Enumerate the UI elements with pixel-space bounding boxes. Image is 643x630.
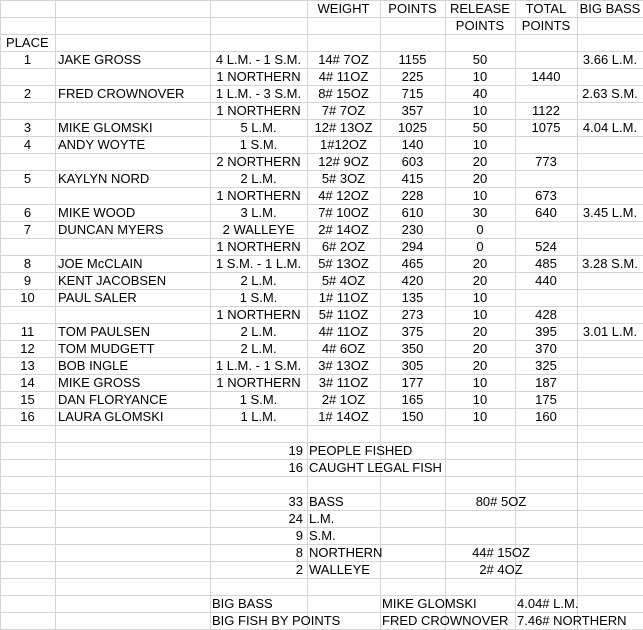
- big-bass-cell: 3.45 L.M.: [582, 205, 638, 220]
- summary-label: WALLEYE: [309, 562, 370, 577]
- big-bass-cell: [579, 170, 641, 187]
- header-place: [2, 0, 53, 17]
- release-points-cell: 20: [472, 273, 488, 288]
- points-cell: 228: [401, 188, 424, 203]
- place-cell: 4: [23, 137, 32, 152]
- catch-cell: 2 L.M.: [240, 273, 277, 288]
- angler-cell: TOM MUDGETT: [58, 341, 155, 356]
- big-bass-cell: [579, 391, 641, 408]
- header-points: POINTS: [388, 1, 437, 16]
- summary-weight: [437, 476, 565, 493]
- weight-cell: 1# 11OZ: [318, 290, 369, 305]
- place-cell: 12: [20, 341, 35, 356]
- total-points-cell: 485: [535, 256, 557, 271]
- header-angler-line2: [57, 17, 208, 34]
- catch-cell: 1 S.M. - 1 L.M.: [215, 256, 302, 271]
- place-cell: 2: [23, 86, 32, 101]
- catch-cell: 1 NORTHERN: [216, 239, 301, 254]
- weight-cell: 1#12OZ: [320, 137, 367, 152]
- big-bass-cell: [579, 136, 641, 153]
- angler-cell: [58, 306, 209, 323]
- release-points-cell: 10: [472, 137, 488, 152]
- place-cell: 6: [23, 205, 32, 220]
- catch-cell: 1 NORTHERN: [216, 307, 301, 322]
- release-points-cell: 20: [472, 154, 488, 169]
- summary-label: S.M.: [309, 528, 336, 543]
- release-points-cell: 20: [472, 171, 488, 186]
- summary-label: PEOPLE FISHED: [309, 443, 413, 458]
- weight-cell: 5# 4OZ: [321, 273, 366, 288]
- release-points-cell: 10: [472, 290, 488, 305]
- place-cell: 1: [23, 52, 32, 67]
- header-angler: [57, 0, 208, 17]
- total-points-cell: 640: [535, 205, 557, 220]
- big-bass-cell: 3.66 L.M.: [582, 52, 638, 67]
- points-cell: 375: [401, 324, 424, 339]
- weight-cell: 2# 14OZ: [318, 222, 369, 237]
- release-points-cell: 50: [472, 52, 488, 67]
- points-cell: 230: [401, 222, 424, 237]
- big-bass-cell: 2.63 S.M.: [582, 86, 638, 101]
- release-points-cell: 10: [472, 392, 488, 407]
- catch-cell: 1 S.M.: [239, 290, 278, 305]
- angler-cell: [58, 68, 209, 85]
- place-cell: [2, 187, 53, 204]
- points-cell: 357: [401, 103, 424, 118]
- grid-column-line: [0, 0, 1, 630]
- summary-label: CAUGHT LEGAL FISH: [309, 460, 442, 475]
- total-points-cell: 325: [535, 358, 557, 373]
- place-cell: 10: [20, 290, 35, 305]
- place-cell: 8: [23, 256, 32, 271]
- summary-weight: [437, 442, 565, 459]
- points-cell: 415: [401, 171, 424, 186]
- weight-cell: 5# 13OZ: [318, 256, 369, 271]
- weight-cell: 12# 9OZ: [318, 154, 369, 169]
- big-bass-cell: 4.04 L.M.: [582, 120, 638, 135]
- weight-cell: 12# 13OZ: [314, 120, 373, 135]
- summary-count: 2: [295, 562, 303, 577]
- angler-cell: JAKE GROSS: [58, 52, 142, 67]
- release-points-cell: 10: [472, 375, 488, 390]
- weight-cell: 4# 6OZ: [321, 341, 366, 356]
- header-place-line2: [2, 17, 53, 34]
- summary-count: [210, 476, 303, 493]
- catch-cell: 4 L.M. - 1 S.M.: [215, 52, 302, 67]
- total-points-cell: 440: [535, 273, 557, 288]
- total-points-cell: 1440: [531, 69, 561, 84]
- catch-cell: 2 NORTHERN: [216, 154, 301, 169]
- place-cell: 7: [23, 222, 32, 237]
- points-cell: 715: [401, 86, 424, 101]
- grid-column-line: [577, 0, 578, 630]
- total-points-cell: [517, 85, 575, 102]
- total-points-cell: 160: [535, 409, 557, 424]
- summary-count: 24: [288, 511, 303, 526]
- release-points-cell: 10: [472, 103, 488, 118]
- header-big-bass-line2: [579, 17, 641, 34]
- weight-cell: 5# 3OZ: [321, 171, 366, 186]
- big-bass-cell: 3.28 S.M.: [582, 256, 638, 271]
- big-bass-cell: [579, 408, 641, 425]
- summary-weight: 80# 5OZ: [475, 494, 527, 509]
- header-weight-line2: [309, 17, 378, 34]
- catch-cell: 1 L.M.: [240, 409, 277, 424]
- catch-cell: 2 L.M.: [240, 324, 277, 339]
- summary-weight: 2# 4OZ: [479, 562, 523, 577]
- release-points-cell: 0: [476, 239, 484, 254]
- angler-cell: [58, 238, 209, 255]
- release-points-cell: 10: [472, 69, 488, 84]
- place-cell: [2, 238, 53, 255]
- big-bass-cell: 3.01 L.M.: [582, 324, 638, 339]
- award-label: BIG FISH BY POINTS: [212, 613, 341, 628]
- points-cell: 1155: [398, 52, 427, 67]
- summary-weight: [437, 459, 565, 476]
- summary-count: 8: [295, 545, 303, 560]
- release-points-cell: 0: [476, 222, 484, 237]
- weight-cell: 3# 13OZ: [318, 358, 369, 373]
- summary-label: L.M.: [309, 511, 335, 526]
- angler-cell: JOE McCLAIN: [58, 256, 143, 271]
- angler-cell: ANDY WOYTE: [58, 137, 146, 152]
- release-points-cell: 40: [472, 86, 488, 101]
- angler-cell: TOM PAULSEN: [58, 324, 150, 339]
- award-winner: FRED CROWNOVER: [382, 613, 509, 628]
- weight-cell: 4# 11OZ: [318, 324, 369, 339]
- angler-cell: PAUL SALER: [58, 290, 137, 305]
- grid-row-line: [0, 578, 643, 579]
- catch-cell: 1 NORTHERN: [216, 103, 301, 118]
- header-release-points: RELEASE: [450, 1, 510, 16]
- catch-cell: 2 L.M.: [240, 171, 277, 186]
- weight-cell: 4# 11OZ: [318, 69, 369, 84]
- catch-cell: 1 S.M.: [239, 392, 278, 407]
- place-cell: 9: [23, 273, 32, 288]
- total-points-cell: [517, 221, 575, 238]
- header-total-points: TOTAL: [525, 1, 567, 16]
- catch-cell: 1 NORTHERN: [216, 69, 301, 84]
- angler-cell: [58, 187, 209, 204]
- angler-cell: KENT JACOBSEN: [58, 273, 167, 288]
- catch-cell: 3 L.M.: [240, 205, 277, 220]
- place-cell: 5: [23, 171, 32, 186]
- release-points-cell: 20: [472, 324, 488, 339]
- angler-cell: LAURA GLOMSKI: [58, 409, 164, 424]
- summary-weight: [437, 510, 565, 527]
- place-cell: [2, 102, 53, 119]
- release-points-cell: 10: [472, 307, 488, 322]
- summary-weight: 44# 15OZ: [472, 545, 530, 560]
- big-bass-cell: [579, 68, 641, 85]
- points-cell: 165: [401, 392, 424, 407]
- place-cell: 3: [23, 120, 32, 135]
- points-cell: 420: [401, 273, 424, 288]
- big-bass-cell: [579, 340, 641, 357]
- weight-cell: 5# 11OZ: [318, 307, 369, 322]
- catch-cell: 1 L.M. - 3 S.M.: [215, 86, 302, 101]
- release-points-cell: 30: [472, 205, 488, 220]
- place-cell: 13: [20, 358, 35, 373]
- total-points-cell: 673: [535, 188, 557, 203]
- angler-cell: [58, 102, 209, 119]
- total-points-cell: 175: [535, 392, 557, 407]
- summary-weight: [437, 527, 565, 544]
- header-points-line2: [382, 17, 443, 34]
- place-cell: [2, 153, 53, 170]
- angler-cell: KAYLYN NORD: [58, 171, 150, 186]
- big-bass-cell: [579, 374, 641, 391]
- total-points-cell: 428: [535, 307, 557, 322]
- summary-count: 9: [295, 528, 303, 543]
- points-cell: 465: [401, 256, 424, 271]
- total-points-cell: [517, 289, 575, 306]
- weight-cell: 3# 11OZ: [318, 375, 369, 390]
- place-cell: [2, 306, 53, 323]
- catch-cell: 2 L.M.: [240, 341, 277, 356]
- total-points-cell: 773: [535, 154, 557, 169]
- header-catch: [212, 0, 305, 17]
- place-cell: 14: [20, 375, 35, 390]
- points-cell: 1025: [398, 120, 427, 135]
- weight-cell: 1# 14OZ: [318, 409, 369, 424]
- big-bass-cell: [579, 187, 641, 204]
- header-total-points-line2: POINTS: [521, 18, 571, 33]
- place-cell: [2, 68, 53, 85]
- points-cell: 135: [401, 290, 424, 305]
- points-cell: 603: [401, 154, 424, 169]
- points-cell: 273: [401, 307, 424, 322]
- total-points-cell: [517, 51, 575, 68]
- angler-cell: FRED CROWNOVER: [58, 86, 185, 101]
- summary-count: 33: [288, 494, 303, 509]
- release-points-cell: 20: [472, 358, 488, 373]
- weight-cell: 6# 2OZ: [321, 239, 366, 254]
- release-points-cell: 50: [472, 120, 488, 135]
- weight-cell: 7# 10OZ: [318, 205, 369, 220]
- points-cell: 305: [401, 358, 424, 373]
- big-bass-cell: [579, 221, 641, 238]
- award-value: 4.04# L.M.: [517, 596, 579, 611]
- total-points-cell: 524: [535, 239, 557, 254]
- grid-row-line: [0, 425, 643, 426]
- points-cell: 150: [401, 409, 424, 424]
- award-label: BIG BASS: [212, 596, 273, 611]
- summary-label: NORTHERN: [309, 545, 383, 560]
- points-cell: 350: [401, 341, 424, 356]
- header-big-bass: BIG BASS: [579, 1, 641, 16]
- catch-cell: 1 S.M.: [239, 137, 278, 152]
- catch-cell: 1 NORTHERN: [216, 188, 301, 203]
- release-points-cell: 10: [472, 409, 488, 424]
- big-bass-cell: [579, 289, 641, 306]
- release-points-cell: 20: [472, 341, 488, 356]
- big-bass-cell: [579, 153, 641, 170]
- big-bass-cell: [579, 102, 641, 119]
- catch-cell: 5 L.M.: [240, 120, 277, 135]
- place-cell: 15: [20, 392, 35, 407]
- angler-cell: DUNCAN MYERS: [58, 222, 164, 237]
- points-cell: 225: [401, 69, 424, 84]
- weight-cell: 4# 12OZ: [318, 188, 369, 203]
- weight-cell: 14# 7OZ: [318, 52, 369, 67]
- catch-cell: 1 L.M. - 1 S.M.: [215, 358, 302, 373]
- weight-cell: 2# 1OZ: [321, 392, 366, 407]
- grid-column-line: [307, 0, 308, 630]
- summary-label: BASS: [309, 494, 344, 509]
- total-points-cell: 1122: [532, 103, 560, 118]
- angler-cell: [58, 153, 209, 170]
- header-release-points-line2: POINTS: [455, 18, 505, 33]
- total-points-cell: 1075: [531, 120, 561, 135]
- big-bass-cell: [579, 238, 641, 255]
- place-cell: 16: [20, 409, 35, 424]
- points-cell: 140: [401, 137, 424, 152]
- big-bass-cell: [579, 306, 641, 323]
- release-points-cell: 20: [472, 256, 488, 271]
- angler-cell: MIKE GLOMSKI: [58, 120, 153, 135]
- catch-cell: 1 NORTHERN: [216, 375, 301, 390]
- points-cell: 177: [401, 375, 424, 390]
- points-cell: 610: [401, 205, 424, 220]
- total-points-cell: [517, 170, 575, 187]
- award-winner: MIKE GLOMSKI: [382, 596, 477, 611]
- header-catch-line2: [212, 17, 305, 34]
- release-points-cell: 10: [472, 188, 488, 203]
- big-bass-cell: [579, 357, 641, 374]
- weight-cell: 7# 7OZ: [321, 103, 366, 118]
- total-points-cell: 187: [535, 375, 557, 390]
- total-points-cell: [517, 136, 575, 153]
- total-points-cell: 395: [535, 324, 557, 339]
- summary-count: 19: [288, 443, 303, 458]
- weight-cell: 8# 15OZ: [318, 86, 369, 101]
- angler-cell: BOB INGLE: [58, 358, 129, 373]
- header-weight: WEIGHT: [317, 1, 370, 16]
- angler-cell: DAN FLORYANCE: [58, 392, 168, 407]
- summary-count: 16: [288, 460, 303, 475]
- header-place: PLACE: [6, 35, 49, 50]
- points-cell: 294: [401, 239, 424, 254]
- catch-cell: 2 WALLEYE: [222, 222, 295, 237]
- big-bass-cell: [579, 272, 641, 289]
- angler-cell: MIKE WOOD: [58, 205, 136, 220]
- grid-column-line: [55, 0, 56, 630]
- angler-cell: MIKE GROSS: [58, 375, 141, 390]
- place-cell: 11: [20, 324, 35, 339]
- grid-row-line: [0, 34, 643, 35]
- award-value: 7.46# NORTHERN: [517, 613, 627, 628]
- total-points-cell: 370: [535, 341, 557, 356]
